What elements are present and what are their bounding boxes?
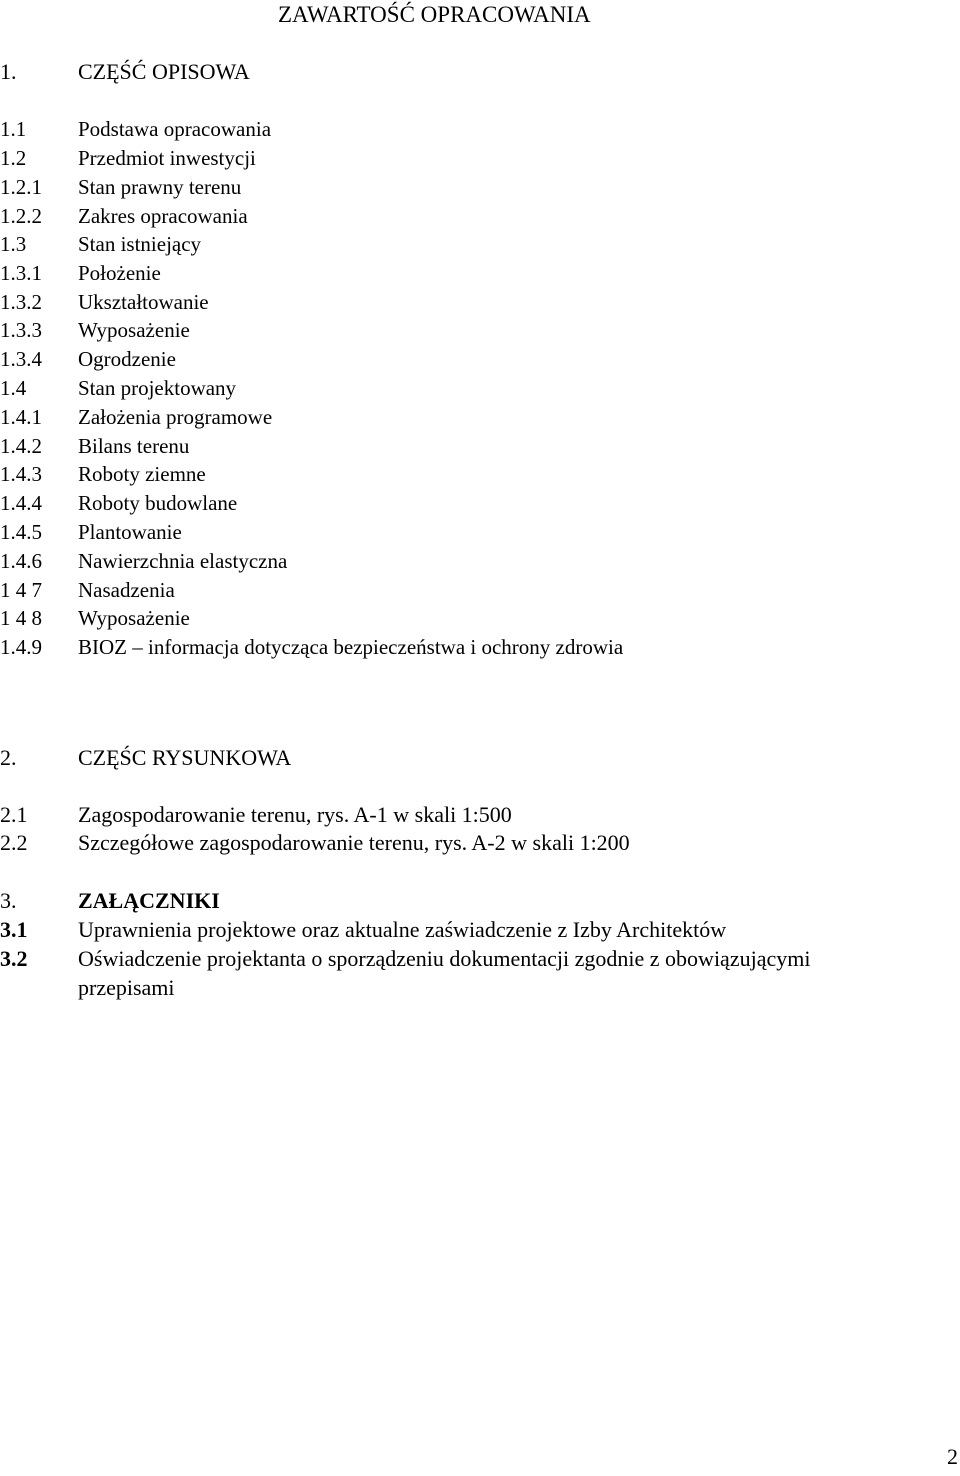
item-text: Ogrodzenie: [78, 347, 176, 371]
item-number: 1.4: [0, 376, 27, 400]
section-number: 2.: [0, 745, 17, 770]
section-number: 1.: [0, 59, 17, 84]
item-number: 1 4 8: [0, 606, 42, 630]
item-text: Położenie: [78, 261, 161, 285]
section-number: 3.: [0, 888, 17, 913]
item-number: 1.2.2: [0, 204, 42, 228]
item-number: 1.3.3: [0, 318, 42, 342]
item-number: 1 4 7: [0, 578, 42, 602]
item-text: Stan istniejący: [78, 232, 202, 256]
item-text: Założenia programowe: [78, 405, 273, 429]
item-number: 1.2.1: [0, 175, 42, 199]
item-text: Stan projektowany: [78, 376, 237, 400]
item-number: 1.4.9: [0, 635, 42, 659]
item-text: Szczegółowe zagospodarowanie terenu, rys. A-2 w skali 1:200: [78, 830, 630, 855]
document-title: ZAWARTOŚĆ OPRACOWANIA: [278, 2, 591, 27]
section-title: ZAŁĄCZNIKI: [78, 888, 220, 913]
item-number: 1.4.2: [0, 434, 42, 458]
item-text: BIOZ – informacja dotycząca bezpieczeństwa i ochrony zdrowia: [78, 635, 624, 659]
item-number: 1.4.1: [0, 405, 42, 429]
item-text: Stan prawny terenu: [78, 175, 242, 199]
item-number: 1.3.4: [0, 347, 42, 371]
item-text: Wyposażenie: [78, 318, 190, 342]
item-number: 1.3: [0, 232, 27, 256]
item-number: 1.4.4: [0, 491, 42, 515]
item-number: 1.3.2: [0, 290, 42, 314]
item-number: 1.4.3: [0, 462, 42, 486]
item-number: 1.4.6: [0, 549, 42, 573]
item-number: 1.2: [0, 146, 27, 170]
section-title: CZĘŚC RYSUNKOWA: [78, 745, 292, 770]
item-text: Ukształtowanie: [78, 290, 209, 314]
item-text: Roboty budowlane: [78, 491, 238, 515]
page-number: 2: [947, 1444, 958, 1469]
item-number: 1.4.5: [0, 520, 42, 544]
item-text: Uprawnienia projektowe oraz aktualne zaświadczenie z Izby Architektów: [78, 917, 727, 942]
section-title: CZĘŚĆ OPISOWA: [78, 59, 250, 84]
item-number: 1.1: [0, 117, 27, 141]
item-number: 3.1: [0, 917, 28, 942]
item-text: Zakres opracowania: [78, 204, 248, 228]
item-text: Roboty ziemne: [78, 462, 206, 486]
item-number: 2.1: [0, 802, 28, 827]
item-text: Przedmiot inwestycji: [78, 146, 256, 170]
item-text: Bilans terenu: [78, 434, 190, 458]
item-text: Plantowanie: [78, 520, 182, 544]
item-number: 2.2: [0, 830, 28, 855]
item-text: Podstawa opracowania: [78, 117, 272, 141]
item-text: Oświadczenie projektanta o sporządzeniu dokumentacji zgodnie z obowiązującymi: [78, 946, 811, 971]
item-number: 3.2: [0, 946, 28, 971]
item-number: 1.3.1: [0, 261, 42, 285]
item-text: Wyposażenie: [78, 606, 190, 630]
item-text: Zagospodarowanie terenu, rys. A-1 w skali 1:500: [78, 802, 512, 827]
item-text: Nawierzchnia elastyczna: [78, 549, 288, 573]
item-text: przepisami: [78, 975, 175, 1000]
item-text: Nasadzenia: [78, 578, 175, 602]
